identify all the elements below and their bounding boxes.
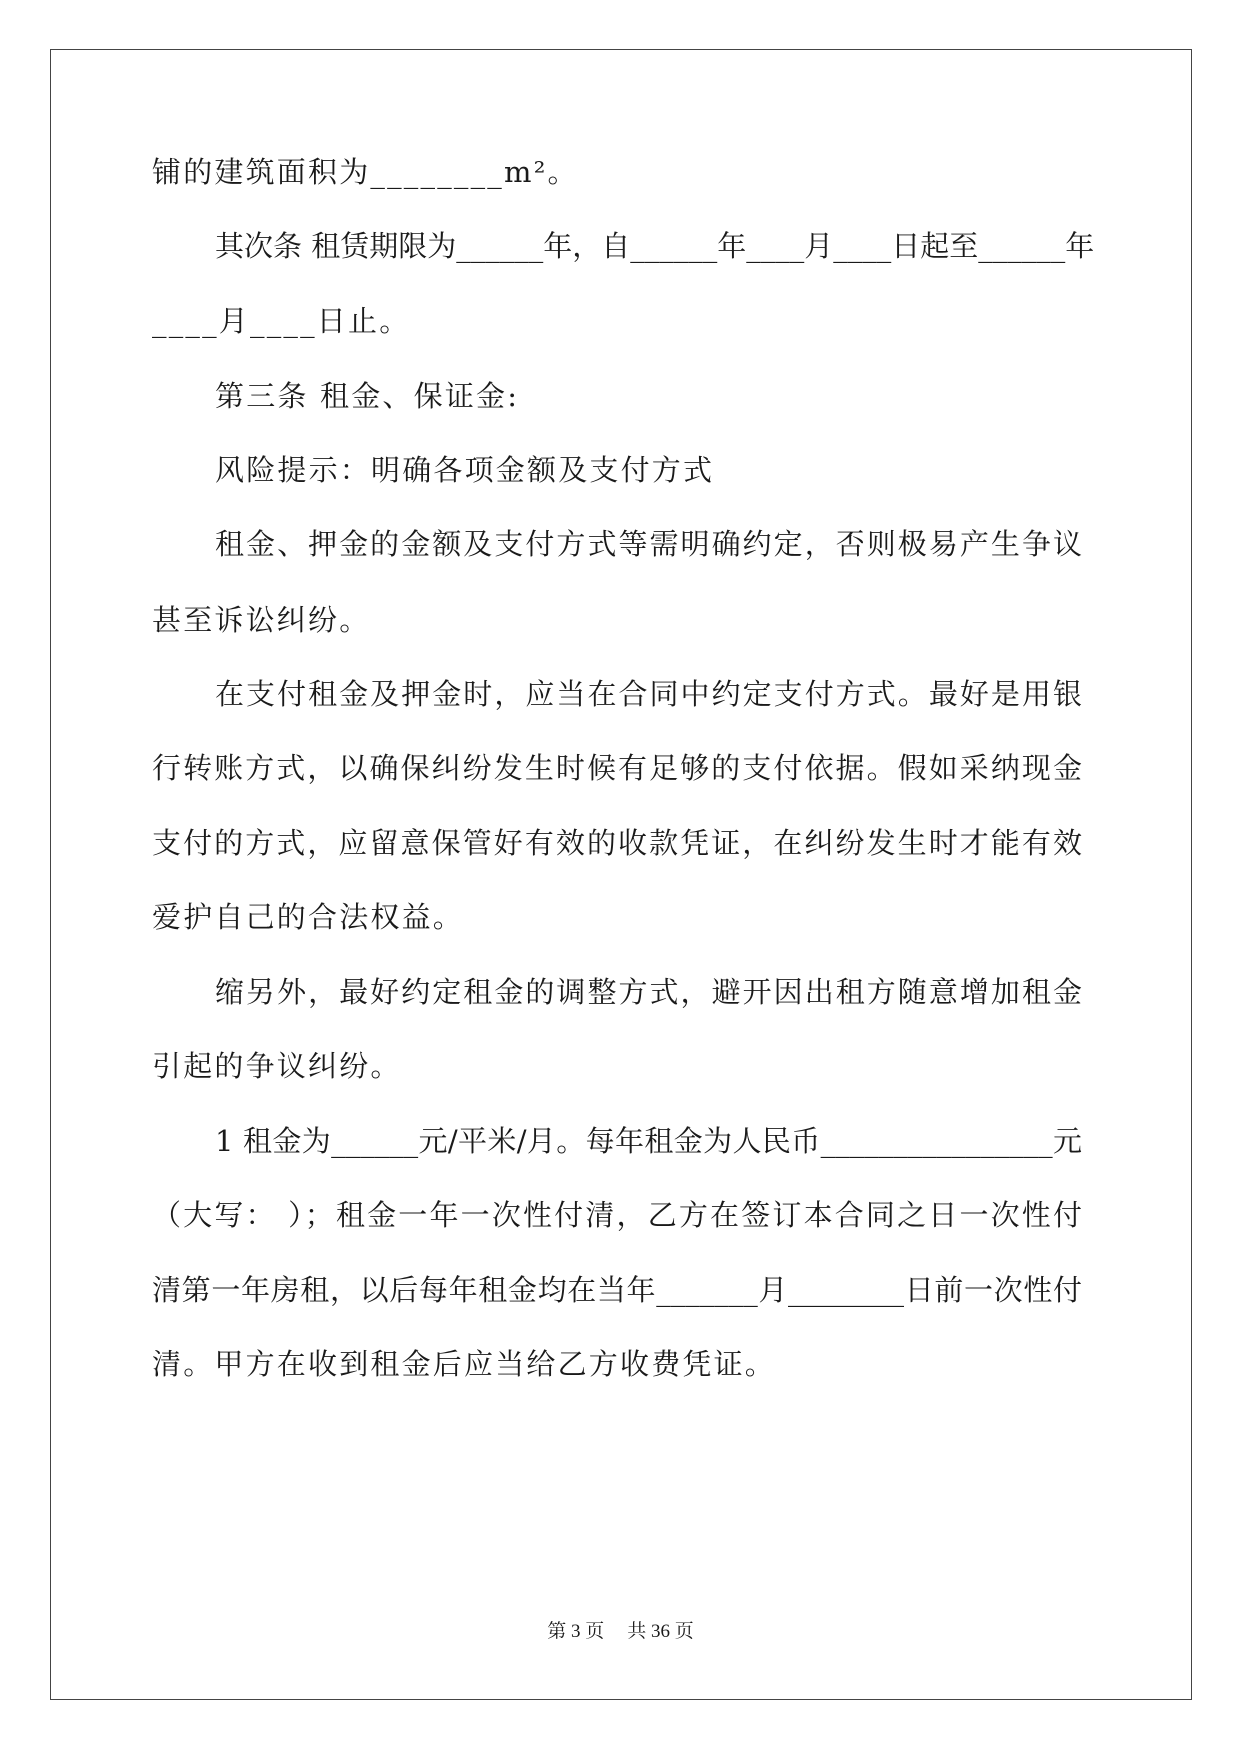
text-line-13: 引起的争议纠纷。	[152, 1049, 402, 1083]
page-number: 第 3 页	[547, 1621, 605, 1642]
text-line-3: ____月____日止。	[152, 304, 411, 338]
text-line-11: 爱护自己的合法权益。	[152, 900, 465, 934]
text-line-14: 1 租金为______元/平米/月。每年租金为人民币________________元	[215, 1124, 1082, 1158]
text-line-2: 其次条 租赁期限为______年，自______年____月____日起至______年	[215, 229, 1095, 263]
text-line-16: 清第一年房租，以后每年租金均在当年_______月________日前一次性付	[152, 1273, 1082, 1307]
page-footer	[0, 1620, 1241, 1644]
page-total: 共 36 页	[627, 1621, 694, 1642]
text-line-9: 行转账方式，以确保纠纷发生时候有足够的支付依据。假如采纳现金	[152, 751, 1082, 785]
text-line-17: 清。甲方在收到租金后应当给乙方收费凭证。	[152, 1347, 777, 1381]
text-line-8: 在支付租金及押金时，应当在合同中约定支付方式。最好是用银	[215, 677, 1082, 711]
text-line-5: 风险提示：明确各项金额及支付方式	[215, 453, 715, 487]
page-border	[50, 49, 1192, 1700]
text-line-1: 铺的建筑面积为________m²。	[152, 155, 579, 189]
text-line-4: 第三条 租金、保证金:	[215, 379, 520, 413]
text-line-7: 甚至诉讼纠纷。	[152, 603, 371, 637]
text-line-12: 缩另外，最好约定租金的调整方式，避开因出租方随意增加租金	[215, 975, 1082, 1009]
text-line-10: 支付的方式，应留意保管好有效的收款凭证，在纠纷发生时才能有效	[152, 826, 1082, 860]
text-line-15: （大写： ）；租金一年一次性付清，乙方在签订本合同之日一次性付	[152, 1198, 1082, 1232]
text-line-6: 租金、押金的金额及支付方式等需明确约定，否则极易产生争议	[215, 527, 1082, 561]
